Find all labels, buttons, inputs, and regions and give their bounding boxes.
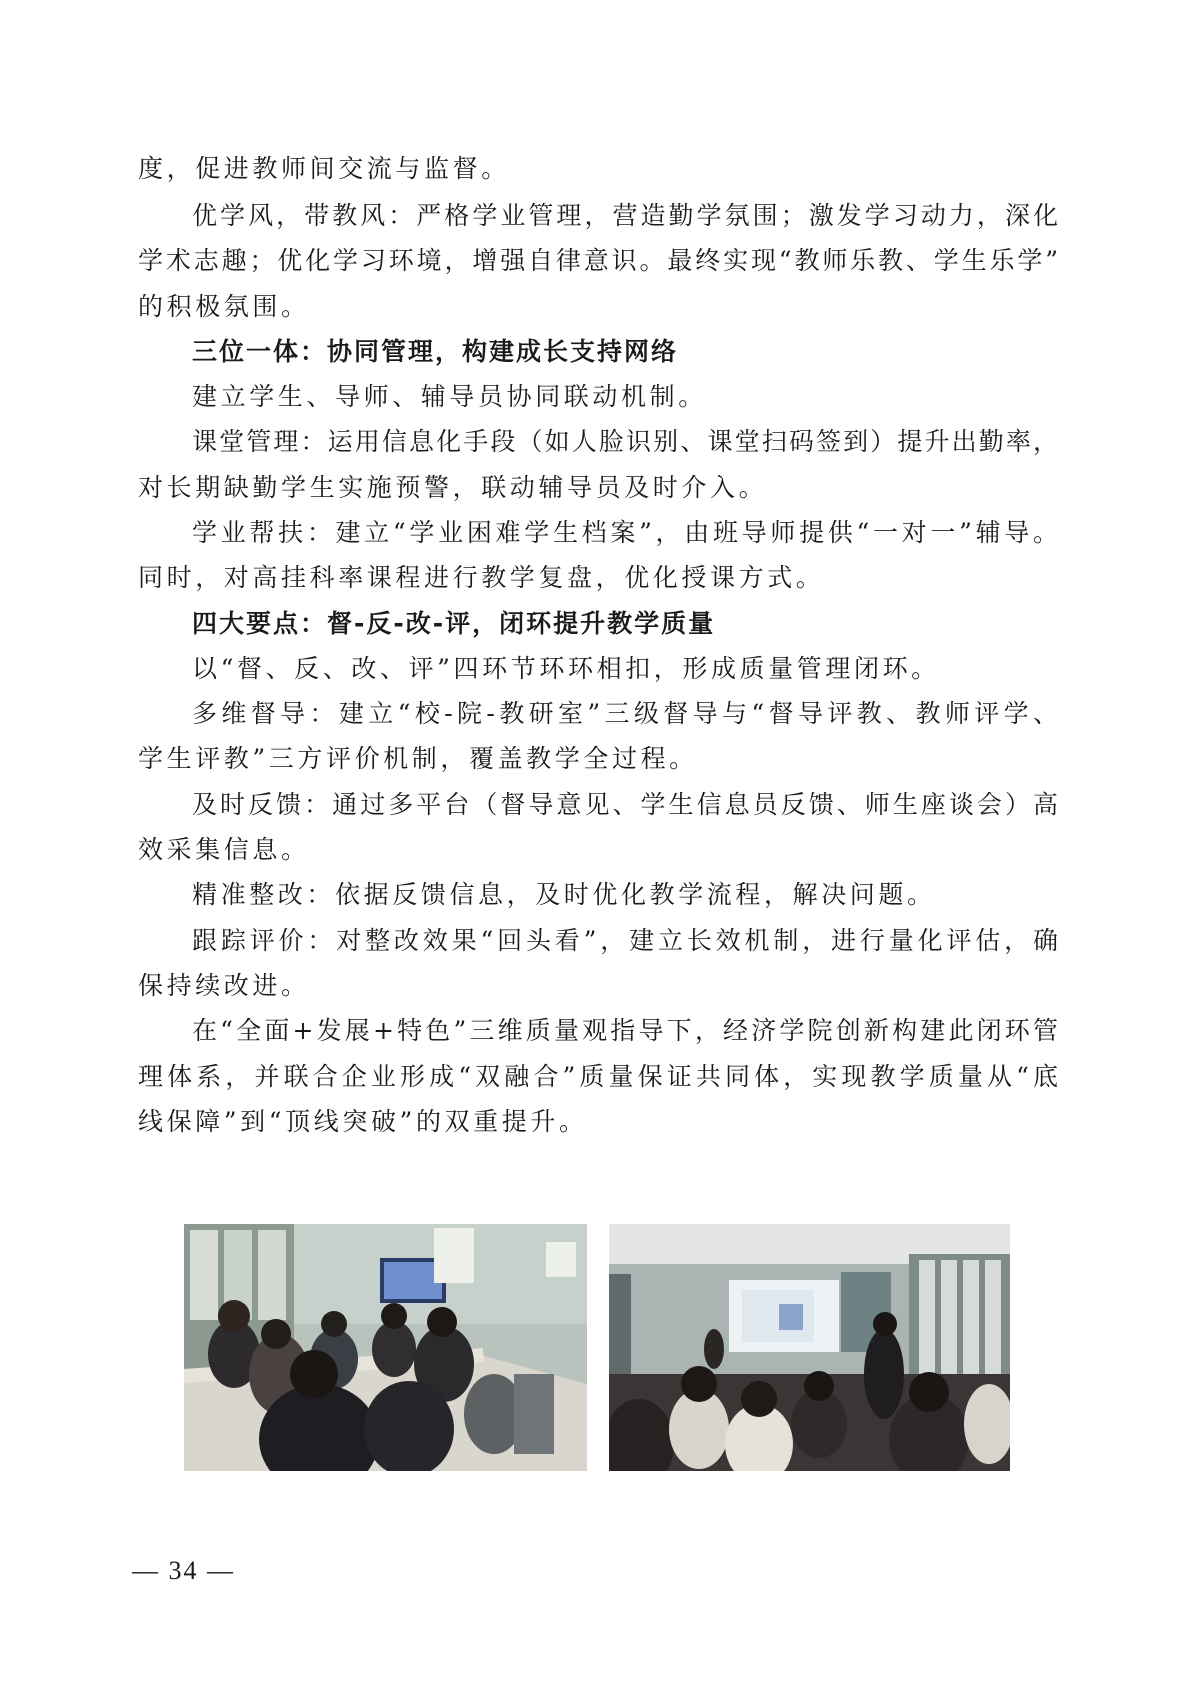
section-heading: 三位一体：协同管理，构建成长支持网络 — [192, 337, 679, 366]
text-line: 度，促进教师间交流与监督。 — [138, 154, 510, 183]
text-line: 以“督、反、改、评”四环节环环相扣，形成质量管理闭环。 — [192, 654, 940, 683]
text-line: 及时反馈：通过多平台（督导意见、学生信息员反馈、师生座谈会）高 — [192, 790, 1058, 819]
text-line: 学术志趣；优化学习环境，增强自律意识。最终实现“教师乐教、学生乐学” — [138, 246, 1058, 275]
text-line: 同时，对高挂科率课程进行教学复盘，优化授课方式。 — [138, 563, 825, 592]
text-line: 课堂管理：运用信息化手段（如人脸识别、课堂扫码签到）提升出勤率， — [192, 427, 1058, 456]
text-line: 的积极氛围。 — [138, 292, 310, 321]
photo-teacher-meeting — [184, 1224, 587, 1471]
text-line: 跟踪评价：对整改效果“回头看”，建立长效机制，进行量化评估，确 — [192, 926, 1058, 955]
text-line: 建立学生、导师、辅导员协同联动机制。 — [192, 382, 707, 411]
text-line: 学业帮扶：建立“学业困难学生档案”，由班导师提供“一对一”辅导。 — [192, 518, 1058, 547]
text-line: 在“全面+发展+特色”三维质量观指导下，经济学院创新构建此闭环管 — [192, 1016, 1058, 1045]
page-number: — 34 — — [132, 1556, 235, 1585]
photo-classroom-lecture — [609, 1224, 1010, 1471]
text-line: 优学风，带教风：严格学业管理，营造勤学氛围；激发学习动力，深化 — [192, 201, 1058, 230]
text-line: 多维督导：建立“校-院-教研室”三级督导与“督导评教、教师评学、 — [192, 699, 1058, 728]
text-line: 学生评教”三方评价机制，覆盖教学全过程。 — [138, 744, 698, 773]
text-line: 对长期缺勤学生实施预警，联动辅导员及时介入。 — [138, 473, 768, 502]
text-line: 线保障”到“顶线突破”的双重提升。 — [138, 1107, 588, 1136]
text-line: 理体系，并联合企业形成“双融合”质量保证共同体，实现教学质量从“底 — [138, 1062, 1058, 1091]
text-line: 效采集信息。 — [138, 835, 310, 864]
section-heading: 四大要点：督-反-改-评，闭环提升教学质量 — [192, 609, 716, 638]
text-line: 保持续改进。 — [138, 971, 310, 1000]
text-line: 精准整改：依据反馈信息，及时优化教学流程，解决问题。 — [192, 880, 936, 909]
